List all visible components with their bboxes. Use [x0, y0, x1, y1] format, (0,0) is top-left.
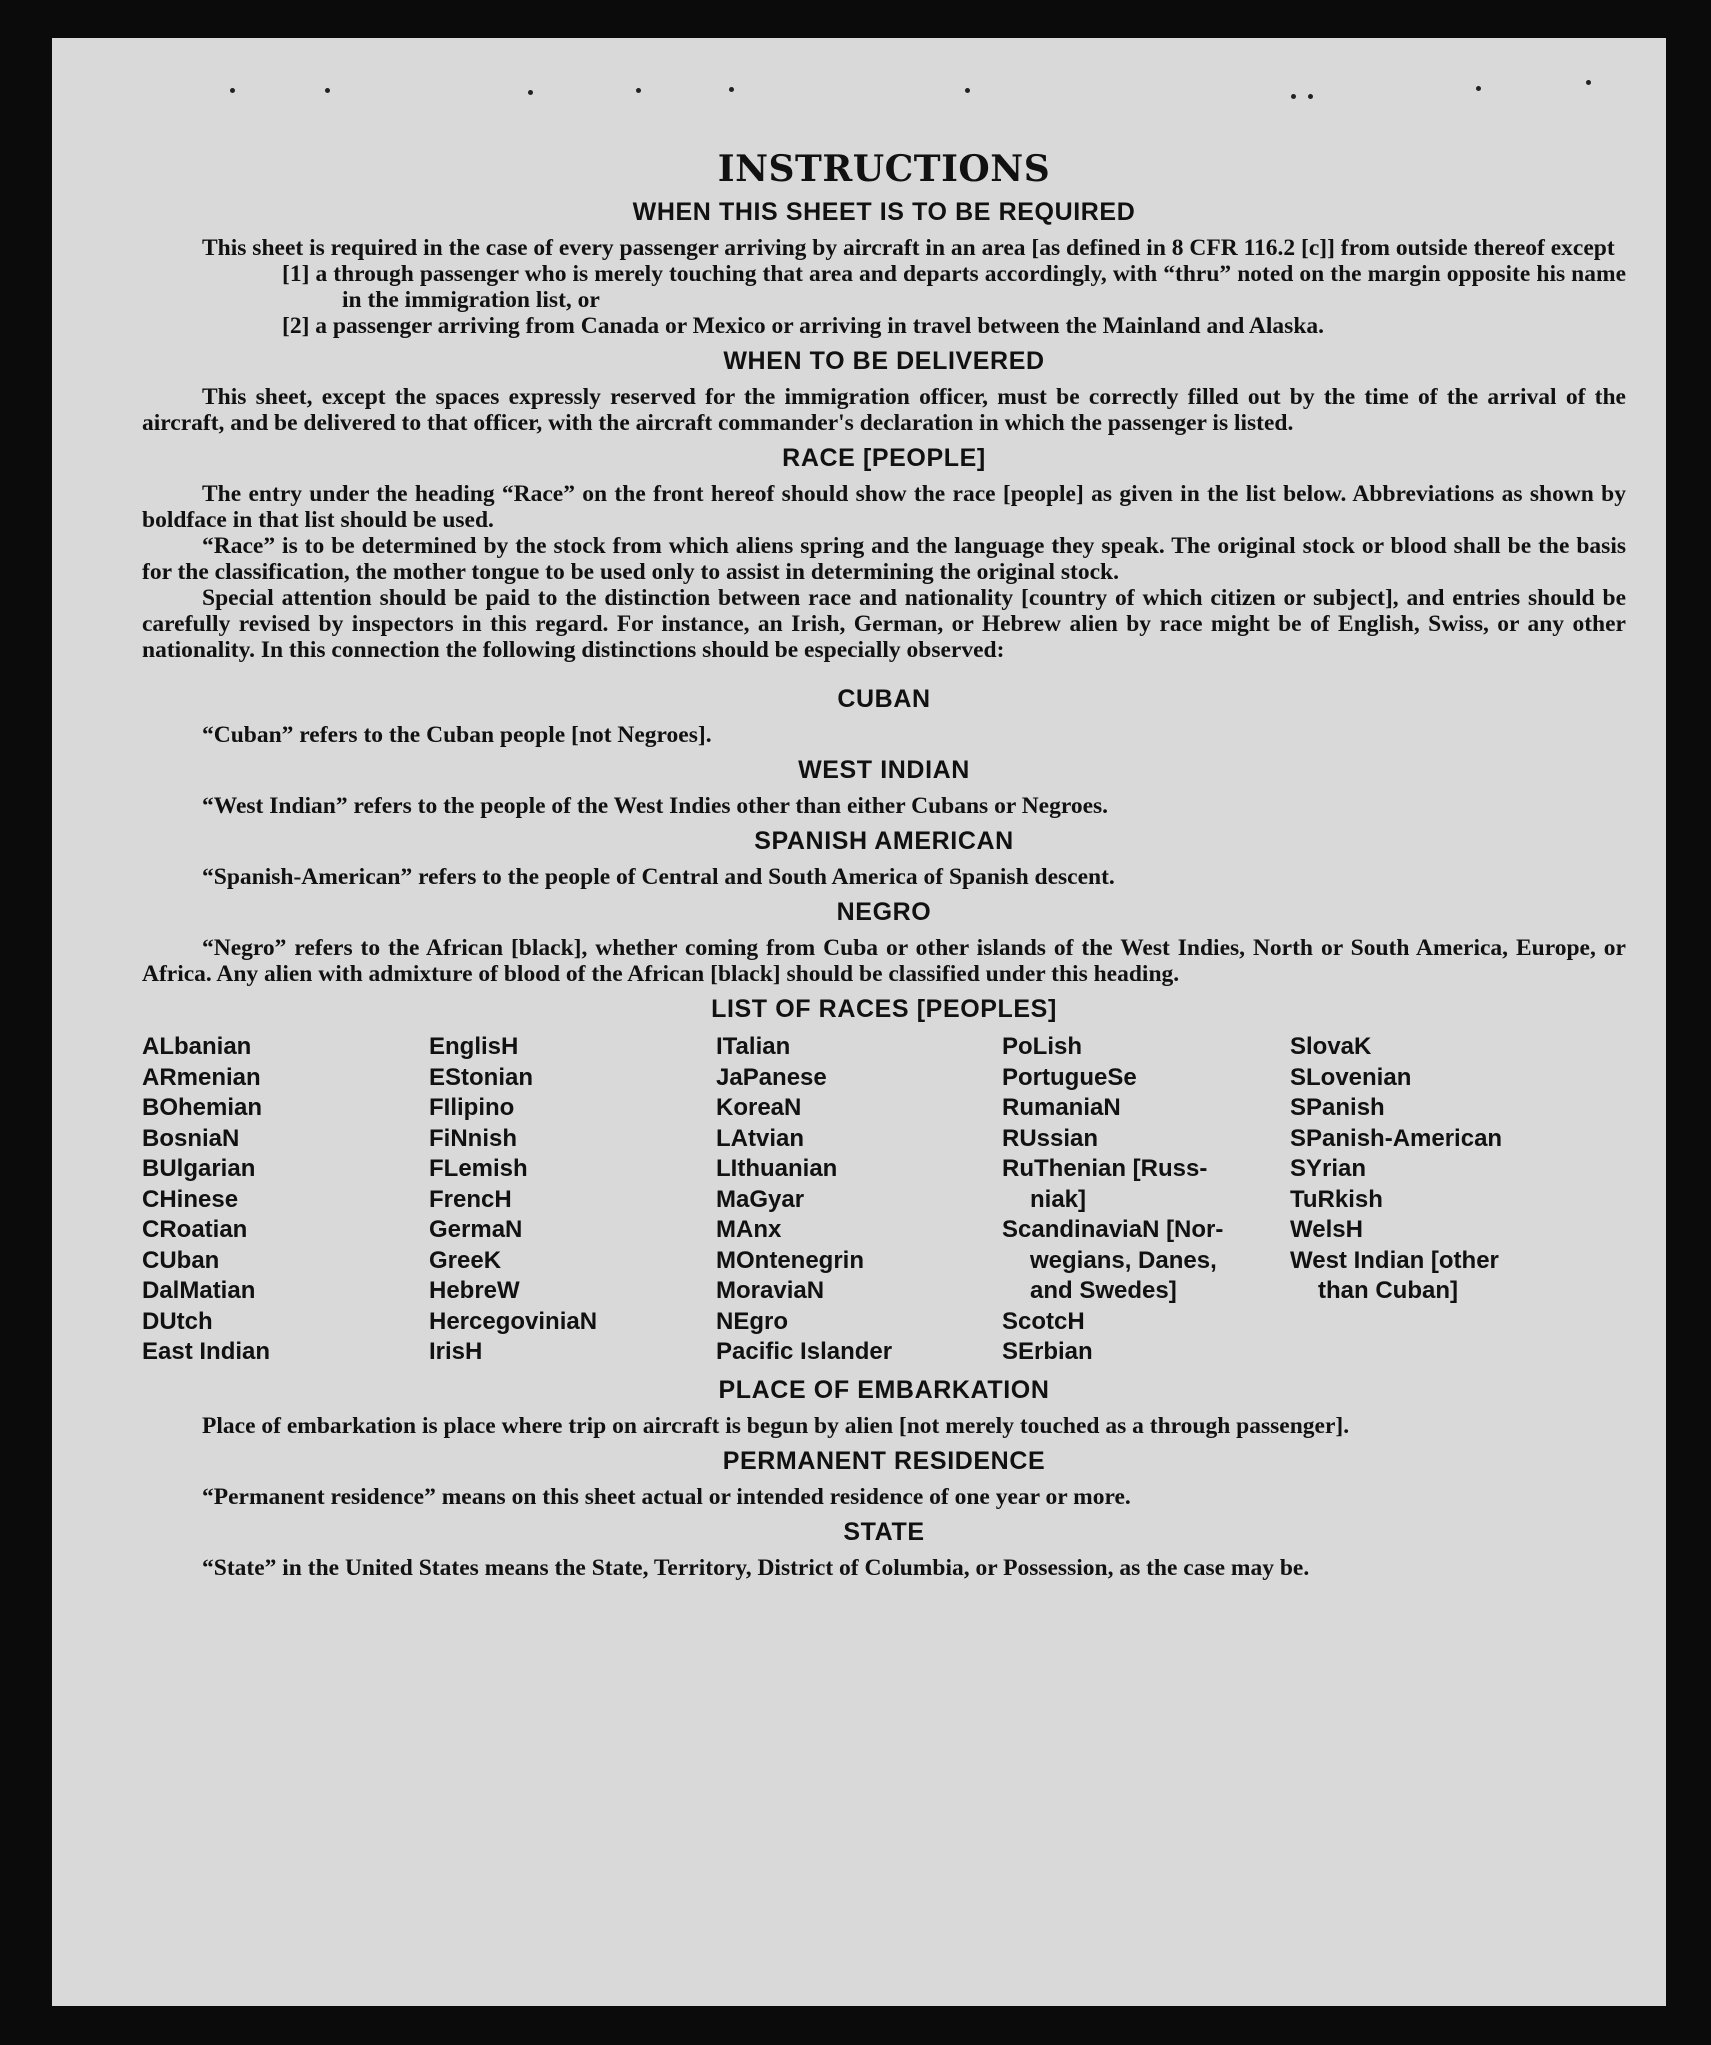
race-entry: BUlgarian	[142, 1155, 256, 1182]
race-entry: FIlipino	[429, 1094, 515, 1121]
paragraph-negro: “Negro” refers to the African [black], whether coming from Cuba or other islands of the West Indies, North or South America, Europe, or Africa. Any alien with admixture of blood of the African [black] should be classified under this heading.	[142, 935, 1626, 987]
instructions-body	[142, 148, 1626, 1581]
race-entry: RuThenian [Russ-	[1002, 1155, 1208, 1182]
race-entry: RUssian	[1002, 1124, 1099, 1152]
race-entry: HercegoviniaN	[429, 1307, 598, 1335]
race-entry: GermaN	[429, 1216, 523, 1243]
race-entry: FrencH	[429, 1185, 512, 1213]
paragraph-race-3: Special attention should be paid to the distinction between race and nationality [country of which citizen or subject], and entries should be carefully revised by inspectors in this regard. For instance, an Irish, German, or Hebrew alien by race might be of English, Swiss, or any other nationality. In this connection the following distinctions should be especially observed:	[142, 585, 1626, 663]
race-column-2	[429, 1032, 716, 1368]
race-entry-continued: than Cuban]	[1318, 1277, 1458, 1304]
race-entry-continued: and Swedes]	[1030, 1277, 1177, 1304]
race-entry: KoreaN	[716, 1094, 802, 1121]
race-entry: SErbian	[1002, 1338, 1093, 1365]
race-entry: ARmenian	[142, 1063, 261, 1091]
race-entry: EStonian	[429, 1063, 534, 1091]
race-entry: CUban	[142, 1246, 220, 1274]
page-title: INSTRUCTIONS	[717, 148, 1051, 190]
race-entry: FiNnish	[429, 1124, 517, 1152]
paragraph-spanish-american: “Spanish-American” refers to the people of Central and South America of Spanish descent.	[202, 864, 1115, 890]
heading-embarkation: PLACE OF EMBARKATION	[718, 1375, 1050, 1404]
race-entry: MAnx	[716, 1216, 782, 1243]
race-entry: IrisH	[429, 1338, 483, 1365]
paragraph-when-required: This sheet is required in the case of every passenger arriving by aircraft in an area [as defined in 8 CFR 116.2 [c]] from outside thereof except	[202, 235, 1615, 261]
heading-race: RACE [PEOPLE]	[782, 444, 986, 472]
race-entry: TuRkish	[1290, 1185, 1383, 1213]
paragraph-race-1: The entry under the heading “Race” on the front hereof should show the race [people] as given in the list below. Abbreviations as shown by boldface in that list should be used.	[142, 481, 1626, 533]
paragraph-permanent-residence: “Permanent residence” means on this sheet actual or intended residence of one year or more.	[202, 1483, 1131, 1510]
race-entry: HebreW	[429, 1277, 520, 1304]
race-entry: JaPanese	[716, 1063, 827, 1091]
paragraph-cuban: “Cuban” refers to the Cuban people [not Negroes].	[202, 722, 712, 748]
heading-negro: NEGRO	[836, 898, 932, 926]
paragraph-state: “State” in the United States means the State, Territory, District of Columbia, or Possession, as the case may be.	[202, 1554, 1310, 1581]
race-entry: LIthuanian	[716, 1155, 838, 1182]
race-entry: MoraviaN	[716, 1277, 825, 1304]
race-entry: SLovenian	[1290, 1063, 1412, 1091]
race-entry: West Indian [other	[1290, 1246, 1499, 1274]
race-column-5	[1290, 1032, 1590, 1368]
race-list	[142, 1032, 1626, 1368]
paragraph-when-delivered: This sheet, except the spaces expressly reserved for the immigration officer, must be correctly filled out by the time of the arrival of the aircraft, and be delivered to that officer, with the aircraft commander's declaration in which the passenger is listed.	[142, 384, 1626, 436]
heading-state: STATE	[843, 1517, 925, 1546]
race-entry: ALbanian	[142, 1033, 252, 1060]
race-entry: BosniaN	[142, 1124, 240, 1152]
race-entry: DUtch	[142, 1307, 213, 1335]
heading-permanent-residence: PERMANENT RESIDENCE	[722, 1446, 1046, 1475]
document-page	[52, 38, 1666, 2006]
heading-when-delivered: WHEN TO BE DELIVERED	[723, 347, 1045, 375]
heading-list-of-races: LIST OF RACES [PEOPLES]	[711, 995, 1057, 1023]
race-entry: NEgro	[716, 1307, 788, 1335]
race-entry: ITalian	[716, 1033, 791, 1060]
race-entry: SPanish-American	[1290, 1124, 1503, 1152]
race-entry: BOhemian	[142, 1094, 263, 1121]
race-entry-continued: niak]	[1030, 1185, 1087, 1213]
race-column-1	[142, 1032, 429, 1368]
race-entry: DalMatian	[142, 1277, 256, 1304]
race-entry-continued: wegians, Danes,	[1030, 1246, 1217, 1274]
exception-item-2: [2] a passenger arriving from Canada or Mexico or arriving in travel between the Mainland and Alaska.	[282, 313, 1325, 339]
race-entry: MOntenegrin	[716, 1246, 864, 1274]
race-entry: WelsH	[1290, 1216, 1363, 1243]
paragraph-race-2: “Race” is to be determined by the stock from which aliens spring and the language they speak. The original stock or blood shall be the basis for the classification, the mother tongue to be used only to assist in determining the original stock.	[142, 533, 1626, 585]
heading-cuban: CUBAN	[837, 685, 931, 713]
race-entry: SYrian	[1290, 1155, 1367, 1182]
race-entry: CRoatian	[142, 1216, 248, 1243]
race-entry: CHinese	[142, 1185, 239, 1213]
race-column-3	[716, 1032, 1002, 1368]
race-entry: GreeK	[429, 1246, 502, 1274]
paragraph-embarkation: Place of embarkation is place where trip on aircraft is begun by alien [not merely touched as a through passenger].	[202, 1412, 1350, 1439]
race-entry: PortugueSe	[1002, 1063, 1137, 1091]
race-entry: FLemish	[429, 1155, 528, 1182]
paragraph-west-indian: “West Indian” refers to the people of the West Indies other than either Cubans or Negroes.	[202, 793, 1109, 819]
race-entry: EnglisH	[429, 1033, 519, 1060]
heading-west-indian: WEST INDIAN	[798, 756, 970, 784]
heading-spanish-american: SPANISH AMERICAN	[754, 827, 1014, 855]
exception-item-1: [1] a through passenger who is merely touching that area and departs accordingly, with “thru” noted on the margin opposite his name in the immigration list, or	[282, 261, 1626, 313]
race-entry: East Indian	[142, 1338, 271, 1365]
race-column-4	[1002, 1032, 1290, 1368]
race-entry: MaGyar	[716, 1185, 805, 1213]
race-entry: SPanish	[1290, 1094, 1385, 1121]
race-entry: SlovaK	[1290, 1033, 1372, 1060]
race-entry: LAtvian	[716, 1124, 805, 1152]
race-entry: Pacific Islander	[716, 1338, 893, 1365]
heading-when-required: WHEN THIS SHEET IS TO BE REQUIRED	[632, 198, 1136, 226]
race-entry: PoLish	[1002, 1033, 1083, 1060]
race-entry: ScandinaviaN [Nor-	[1002, 1216, 1224, 1243]
race-entry: RumaniaN	[1002, 1094, 1121, 1121]
race-entry: ScotcH	[1002, 1307, 1085, 1335]
